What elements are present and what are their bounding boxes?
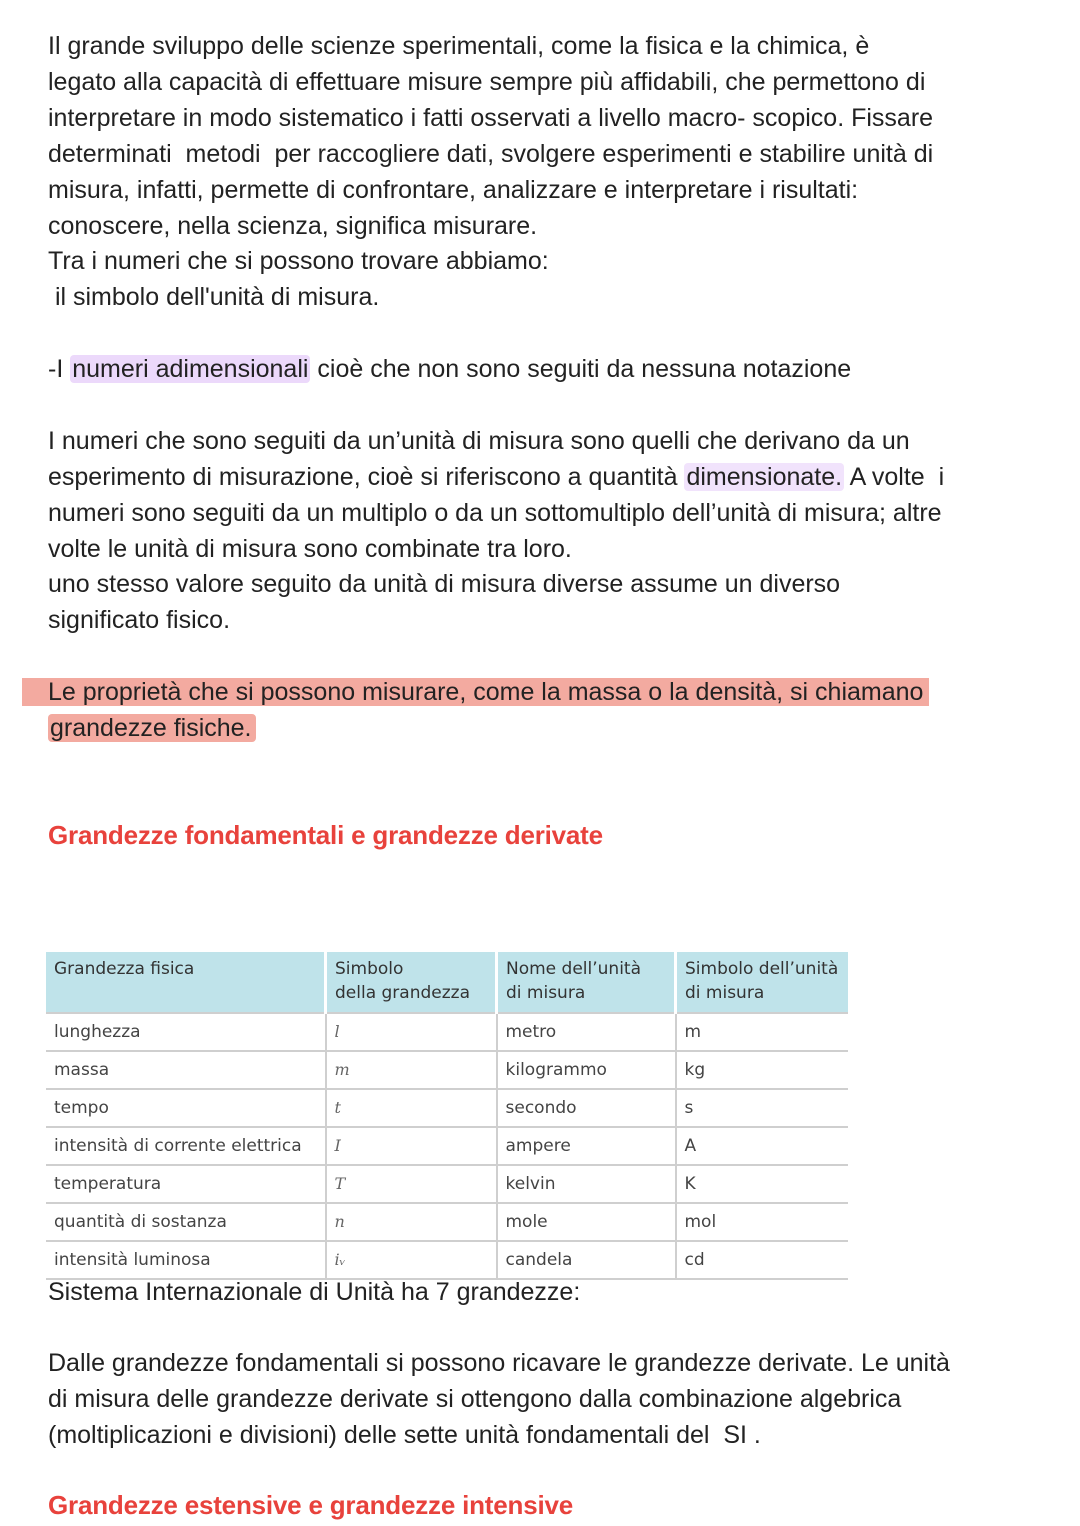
quantity-symbol-cell: iᵥ (326, 1241, 497, 1279)
intro-line: conoscere, nella scienza, significa misurare. (48, 212, 538, 240)
quantity-symbol-cell: m (326, 1051, 497, 1089)
unit-symbol-cell: kg (676, 1051, 849, 1089)
derived-line: di misura delle grandezze derivate si ottengono dalla combinazione algebrica (48, 1385, 902, 1413)
dimensioned-line: uno stesso valore seguito da unità di misura diverse assume un diverso (48, 570, 841, 598)
unit-name-cell: candela (497, 1241, 676, 1279)
derived-line: Dalle grandezze fondamentali si possono ricavare le grandezze derivate. Le unità (48, 1349, 950, 1377)
table-row (46, 1013, 848, 1051)
table-row (46, 1165, 848, 1203)
dimensioned-pre: esperimento di misurazione, cioè si riferiscono a quantità (48, 463, 685, 491)
physical-quantities-line (48, 675, 929, 711)
table-row (46, 1241, 848, 1279)
physical-quantities-line (48, 711, 256, 747)
unit-symbol-cell: cd (676, 1241, 849, 1279)
table-row (46, 1089, 848, 1127)
table-row (46, 1127, 848, 1165)
dimensioned-line: significato fisico. (48, 606, 231, 634)
intro-line: determinati metodi per raccogliere dati, svolgere esperimenti e stabilire unità di (48, 140, 934, 168)
unit-symbol-cell: A (676, 1127, 849, 1165)
quantity-symbol-cell: I (326, 1127, 497, 1165)
unit-name-cell: ampere (497, 1127, 676, 1165)
intro-line: legato alla capacità di effettuare misure sempre più affidabili, che permettono di (48, 68, 926, 96)
unit-symbol-cell: mol (676, 1203, 849, 1241)
quantity-symbol-cell: n (326, 1203, 497, 1241)
table-row (46, 1051, 848, 1089)
dimensionless-rest: cioè che non sono seguiti da nessuna notazione (310, 355, 852, 383)
quantity-cell: tempo (46, 1089, 326, 1127)
unit-symbol-cell: m (676, 1013, 849, 1051)
si-units-table (46, 952, 848, 1280)
quantity-cell: lunghezza (46, 1013, 326, 1051)
dimensioned-highlight: dimensionate. (686, 463, 843, 491)
physical-quantities-highlight: grandezze fisiche. (48, 714, 256, 742)
dimensioned-line: volte le unità di misura sono combinate tra loro. (48, 535, 572, 563)
dimensionless-prefix: -I (48, 355, 71, 383)
quantity-symbol-cell: l (326, 1013, 497, 1051)
unit-name-cell: secondo (497, 1089, 676, 1127)
dimensionless-line (48, 352, 851, 388)
unit-symbol-cell: s (676, 1089, 849, 1127)
quantity-cell: massa (46, 1051, 326, 1089)
quantity-symbol-cell: T (326, 1165, 497, 1203)
section-heading-fundamental: Grandezze fondamentali e grandezze derivate (48, 820, 603, 850)
derived-line: (moltiplicazioni e divisioni) delle sette unità fondamentali del SI . (48, 1421, 761, 1449)
table-row (46, 1203, 848, 1241)
table-header-cell: Simbolo dell’unità di misura (676, 952, 849, 1013)
table-header-cell: Simbolo della grandezza (326, 952, 497, 1013)
dimensioned-line (48, 460, 944, 496)
intro-line: misura, infatti, permette di confrontare, analizzare e interpretare i risultati: (48, 176, 859, 204)
intro-line: Il grande sviluppo delle scienze sperimentali, come la fisica e la chimica, è (48, 32, 870, 60)
quantity-cell: intensità di corrente elettrica (46, 1127, 326, 1165)
unit-name-cell: kelvin (497, 1165, 676, 1203)
unit-name-cell: kilogrammo (497, 1051, 676, 1089)
intro-line: interpretare in modo sistematico i fatti osservati a livello macro- scopico. Fissare (48, 104, 934, 132)
intro-line: il simbolo dell'unità di misura. (48, 283, 380, 311)
unit-name-cell: metro (497, 1013, 676, 1051)
dimensioned-line: numeri sono seguiti da un multiplo o da un sottomultiplo dell’unità di misura; altre (48, 499, 942, 527)
dimensioned-post: A volte i (844, 463, 945, 491)
unit-name-cell: mole (497, 1203, 676, 1241)
dimensioned-line: I numeri che sono seguiti da un’unità di misura sono quelli che derivano da un (48, 427, 910, 455)
section-heading-extensive: Grandezze estensive e grandezze intensive (48, 1490, 574, 1520)
si-caption: Sistema Internazionale di Unità ha 7 grandezze: (48, 1278, 581, 1306)
table-header-cell: Nome dell’unità di misura (497, 952, 676, 1013)
table-header-row (46, 952, 848, 1013)
quantity-symbol-cell: t (326, 1089, 497, 1127)
table-header-cell: Grandezza fisica (46, 952, 326, 1013)
quantity-cell: quantità di sostanza (46, 1203, 326, 1241)
dimensionless-highlight: numeri adimensionali (72, 355, 309, 383)
intro-line: Tra i numeri che si possono trovare abbiamo: (48, 247, 549, 275)
unit-symbol-cell: K (676, 1165, 849, 1203)
quantity-cell: temperatura (46, 1165, 326, 1203)
physical-quantities-highlight: Le proprietà che si possono misurare, come la massa o la densità, si chiamano (22, 678, 929, 706)
quantity-cell: intensità luminosa (46, 1241, 326, 1279)
